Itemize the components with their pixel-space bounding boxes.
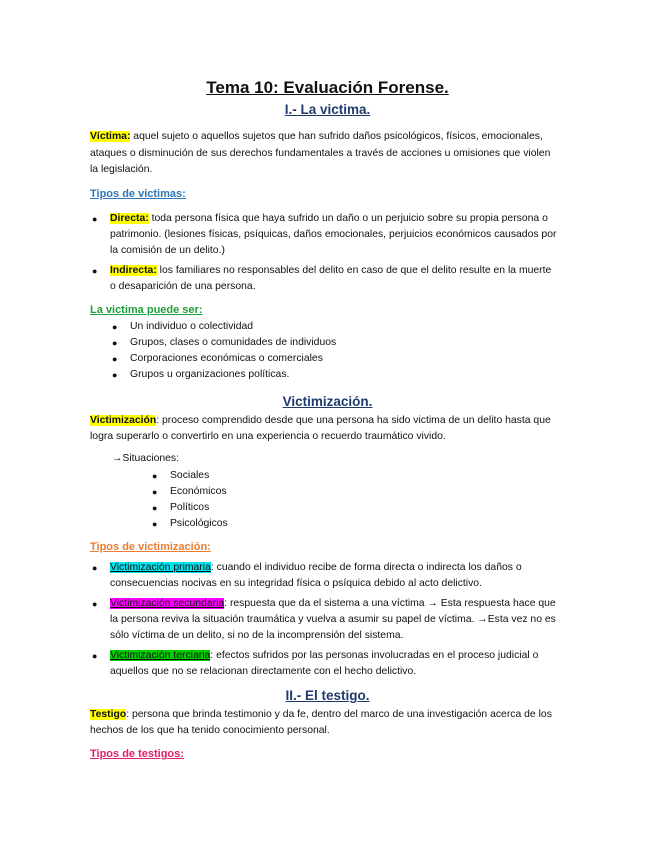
secondary-victimization-line-1: Victimización secundaria: respuesta que da el sistema a una víctima → Esta respuesta hace que — [110, 598, 556, 609]
secondary-victimization-line-3: sólo víctima de un delito, si no de la incomprensión del sistema. — [110, 630, 404, 641]
type-indirect-line-1: Indirecta: los familiares no responsables del delito en caso de que el delito resulte en la muerte — [110, 265, 552, 276]
term-indirecta: Indirecta: — [110, 265, 157, 276]
primary-victimization-line-1: Victimización primaria: cuando el individuo recibe de forma directa o indirecta los daños o — [110, 562, 522, 573]
victim-definition-line-3: la legislación. — [90, 164, 153, 175]
bullet-icon: ● — [112, 338, 118, 348]
page-title: Tema 10: Evaluación Forense. — [206, 78, 449, 97]
types-of-victimization-heading: Tipos de victimización: — [90, 541, 211, 553]
bullet-icon: ● — [152, 471, 158, 481]
section-heading-victim: I.- La victima. — [284, 102, 371, 117]
tertiary-victimization-line-2: aquellos que no se relacionan directamente con el hecho delictivo. — [110, 666, 417, 677]
situations-label: →Situaciones: — [112, 453, 179, 464]
situation-item: Económicos — [170, 486, 227, 497]
bullet-icon: ● — [92, 651, 98, 661]
bullet-icon: ● — [92, 214, 98, 224]
bullet-icon: ● — [92, 599, 98, 609]
witness-definition-line-2: hechos de los que ha tenido conocimiento personal. — [90, 725, 330, 736]
situation-item: Políticos — [170, 502, 210, 513]
term-tertiary-victimization: Victimización terciaria — [110, 650, 211, 661]
types-of-witnesses-heading: Tipos de testigos: — [90, 748, 184, 760]
section-heading-witness: II.- El testigo. — [285, 688, 370, 703]
victimization-definition-line-2: logra superarlo o convertirlo en una experiencia o recuerdo traumático vivido. — [90, 431, 446, 442]
can-be-item: Grupos, clases o comunidades de individuos — [130, 337, 337, 348]
bullet-icon: ● — [152, 487, 158, 497]
term-primary-victimization: Victimización primaria — [110, 562, 211, 573]
term-secondary-victimization: Victimización secundaria — [110, 598, 225, 609]
term-victimizacion: Victimización — [90, 415, 157, 426]
witness-definition-line-1: Testigo: persona que brinda testimonio y da fe, dentro del marco de una investigación acerca de los — [90, 709, 552, 720]
bullet-icon: ● — [112, 322, 118, 332]
type-indirect-line-2: o desaparición de una persona. — [110, 281, 256, 292]
tertiary-victimization-line-1: Victimización terciaria: efectos sufridos por las personas involucradas en el proceso judicial o — [110, 650, 539, 661]
bullet-icon: ● — [112, 370, 118, 380]
bullet-icon: ● — [112, 354, 118, 364]
primary-victimization-line-2: consecuencias nocivas en su integridad física o psíquica debido al acto delictivo. — [110, 578, 482, 589]
secondary-victimization-line-2: la persona reviva la situación traumática y vuelva a asumir su papel de víctima. →Esta vez no es — [110, 614, 556, 625]
victim-definition-line-1: Víctima: aquel sujeto o aquellos sujetos que han sufrido daños psicológicos, físicos, emocionales, — [90, 131, 543, 142]
term-victima: Víctima: — [90, 131, 131, 142]
victim-definition-line-2: ataques o disminución de sus derechos fundamentales a través de acciones u omisiones que violen — [90, 148, 551, 159]
victim-can-be-heading: La victima puede ser: — [90, 304, 203, 316]
type-direct-line-2: patrimonio. (lesiones físicas, psíquicas, daños emocionales, perjuicios económicos causados por — [110, 229, 557, 240]
situation-item: Psicológicos — [170, 518, 228, 529]
type-direct-line-1: Directa: toda persona física que haya sufrido un daño o un perjuicio sobre su propia persona o — [110, 213, 548, 224]
section-heading-victimization: Victimización. — [282, 394, 373, 409]
type-direct-line-3: la comisión de un delito.) — [110, 245, 225, 256]
victimization-definition-line-1: Victimización: proceso comprendido desde que una persona ha sido victima de un delito hasta que — [90, 415, 551, 426]
term-testigo: Testigo — [90, 709, 127, 720]
situation-item: Sociales — [170, 470, 210, 481]
can-be-item: Un individuo o colectividad — [130, 321, 254, 332]
bullet-icon: ● — [92, 266, 98, 276]
can-be-item: Grupos u organizaciones políticas. — [130, 369, 290, 380]
bullet-icon: ● — [152, 503, 158, 513]
types-of-victims-heading: Tipos de victimas: — [90, 188, 186, 200]
can-be-item: Corporaciones económicas o comerciales — [130, 353, 323, 364]
term-directa: Directa: — [110, 213, 149, 224]
bullet-icon: ● — [152, 519, 158, 529]
bullet-icon: ● — [92, 563, 98, 573]
